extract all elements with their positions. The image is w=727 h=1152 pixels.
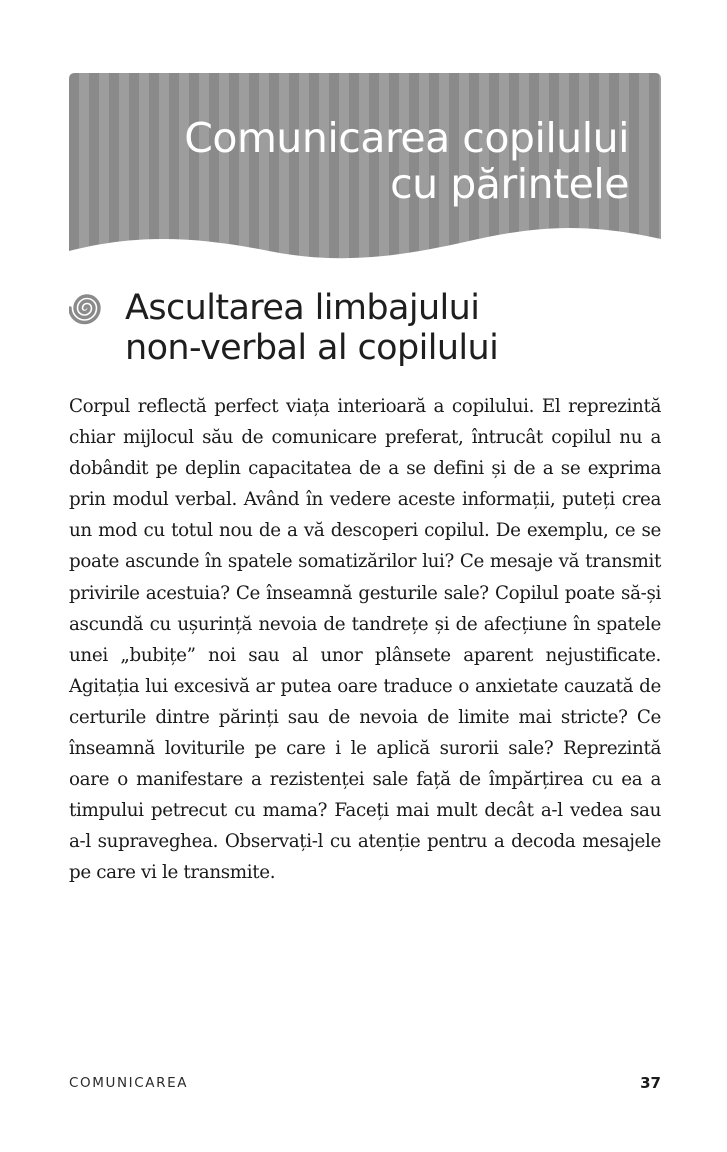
section-heading bbox=[69, 288, 661, 368]
chapter-banner bbox=[69, 73, 661, 263]
chapter-title-line-2: cu părintele bbox=[390, 160, 629, 208]
spiral-icon bbox=[69, 290, 105, 326]
section-title-line-1: Ascultarea limbajului bbox=[125, 288, 480, 328]
page-number: 37 bbox=[640, 1074, 661, 1092]
chapter-title-line-1: Comunicarea copilului bbox=[184, 114, 629, 162]
running-head: COMUNICAREA bbox=[69, 1075, 189, 1091]
body-paragraph: Corpul reflectă perfect viața interioară a copilului. El reprezintă chiar mijlocul său de comunicare preferat, întrucât copilul nu a dobândit pe deplin capacitatea de a se defini și de a se exprima prin modul verbal. Având în vedere aceste informații, puteți crea un mod cu totul nou de a vă descoperi copilul. De exemplu, ce se poate ascunde în spatele somatizărilor lui? Ce mesaje vă transmit privirile acestuia? Ce înseamnă gesturile sale? Copilul poate să-și ascundă cu ușurință nevoia de tandrețe și de afecțiune în spatele unei „bubițe” noi sau al unor plânsete aparent nejustificate. Agitația lui excesivă ar putea oare traduce o anxietate cauzată de certurile dintre părinți sau de nevoia de limite mai stricte? Ce înseamnă loviturile pe care i le aplică surorii sale? Reprezintă oare o manifestare a rezistenței sale față de împărțirea cu ea a timpului petrecut cu mama? Faceți mai mult decât a-l vedea sau a-l supraveghea. Observați-l cu atenție pentru a decoda mesajele pe care vi le transmite. bbox=[69, 396, 661, 884]
section-title bbox=[69, 288, 661, 368]
chapter-title bbox=[184, 115, 629, 207]
section-title-line-2: non-verbal al copilului bbox=[125, 328, 499, 368]
